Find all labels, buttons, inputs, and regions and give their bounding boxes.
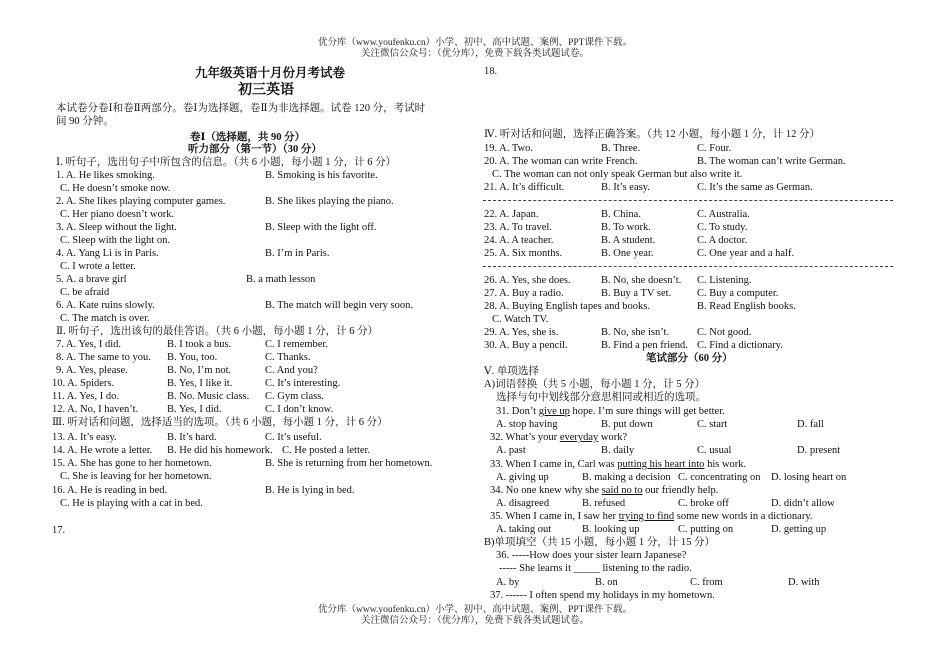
q13-option-c: C. It’s useful.	[265, 432, 322, 443]
q5-option-c: C. be afraid	[60, 287, 110, 298]
q20-option-b: B. The woman can’t write German.	[697, 156, 846, 167]
q7-option-a: 7. A. Yes, I did.	[56, 339, 122, 350]
page-header	[0, 38, 950, 60]
q35-option-a: A. taking out	[496, 524, 552, 535]
q3-option-a: 3. A. Sleep without the light.	[56, 222, 177, 233]
q35-option-b: B. looking up	[582, 524, 640, 535]
q31-option-d: D. fall	[797, 419, 824, 430]
q7-option-b: B. I took a bus.	[167, 339, 232, 350]
q14-option-a: 14. A. He wrote a letter.	[52, 445, 153, 456]
q4-option-b: B. I’m in Paris.	[265, 248, 330, 259]
q2-option-a: 2. A. She likes playing computer games.	[56, 196, 226, 207]
section-5-heading: Ⅴ. 单项选择	[484, 366, 539, 377]
q33-option-c: C. concentrating on	[678, 472, 761, 483]
q6-option-c: C. The match is over.	[60, 313, 150, 324]
q2-option-c: C. Her piano doesn’t work.	[60, 209, 175, 220]
q23-option-c: C. To study.	[697, 222, 748, 233]
q21-option-a: 21. A. It’s difficult.	[484, 182, 565, 193]
q33-stem: 33. When I came in, Carl was putting his heart into his work.	[490, 459, 747, 470]
q15-option-c: C. She is leaving for her hometown.	[60, 471, 212, 482]
q13-option-a: 13. A. It’s easy.	[52, 432, 117, 443]
q31-underlined-phrase: give up	[538, 406, 570, 417]
header-line-1: 优分库（www.youfenku.cn）小学、初中、高中试题、案例、PPT课件下载。	[318, 38, 632, 48]
q31-option-c: C. start	[697, 419, 728, 430]
q34-option-c: C. broke off	[678, 498, 729, 509]
footer-line-2: 关注微信公众号：（优分库），免费下载各类试题试卷。	[360, 616, 589, 626]
q34-option-a: A. disagreed	[496, 498, 550, 509]
q1-option-c: C. He doesn’t smoke now.	[60, 183, 171, 194]
q32-stem: 32. What’s your everyday work?	[490, 432, 628, 443]
q27-option-a: 27. A. Buy a radio.	[484, 288, 564, 299]
q10-option-b: B. Yes, I like it.	[167, 378, 233, 389]
q8-option-a: 8. A. The same to you.	[56, 352, 151, 363]
q11-option-b: B. No. Music class.	[167, 391, 250, 402]
q32-option-c: C. usual	[697, 445, 732, 456]
q29-option-c: C. Not good.	[697, 327, 752, 338]
q22-option-a: 22. A. Japan.	[484, 209, 539, 220]
q4-option-a: 4. A. Yang Li is in Paris.	[56, 248, 159, 259]
q28-option-a: 28. A. Buying English tapes and books.	[484, 301, 650, 312]
q36-option-a: A. by	[496, 577, 520, 588]
section-3-heading: Ⅲ. 听对话和问题，选择适当的选项。（共 6 小题，每小题 1 分，计 6 分）	[52, 417, 388, 428]
q1-option-a: 1. A. He likes smoking.	[56, 170, 155, 181]
q30-option-c: C. Find a dictionary.	[697, 340, 783, 351]
q17-number: 17.	[52, 525, 66, 536]
q25-option-a: 25. A. Six months.	[484, 248, 563, 259]
q27-option-c: C. Buy a computer.	[697, 288, 779, 299]
q14-option-b: B. He did his homework.	[167, 445, 273, 456]
q22-option-b: B. China.	[601, 209, 641, 220]
q1-option-b: B. Smoking is his favorite.	[265, 170, 378, 181]
q16-option-c: C. He is playing with a cat in bed.	[60, 498, 203, 509]
q32-underlined-phrase: everyday	[559, 432, 599, 443]
q35-stem: 35. When I came in, I saw her trying to find some new words in a dictionary.	[490, 511, 813, 522]
q26-option-a: 26. A. Yes, she does.	[484, 275, 571, 286]
q8-option-b: B. You, too.	[167, 352, 218, 363]
q24-option-a: 24. A. A teacher.	[484, 235, 554, 246]
q2-option-b: B. She likes playing the piano.	[265, 196, 394, 207]
q11-option-c: C. Gym class.	[265, 391, 324, 402]
q36-option-b: B. on	[595, 577, 618, 588]
q9-option-a: 9. A. Yes, please.	[56, 365, 128, 376]
section-b-heading: B)单项填空（共 15 小题，每小题 1 分，计 15 分）	[484, 537, 715, 548]
q32-option-a: A. past	[496, 445, 526, 456]
q30-option-a: 30. A. Buy a pencil.	[484, 340, 568, 351]
q33-option-d: D. losing heart on	[771, 472, 847, 483]
q36-option-c: C. from	[690, 577, 723, 588]
exam-subtitle: 初三英语	[238, 83, 294, 98]
q11-option-a: 11. A. Yes, I do.	[52, 391, 119, 402]
section-4-heading: Ⅳ. 听对话和问题，选择正确答案。（共 12 小题，每小题 1 分，计 12 分）	[484, 129, 820, 140]
q6-option-b: B. The match will begin very soon.	[265, 300, 413, 311]
dashed-divider	[483, 266, 893, 267]
header-line-2: 关注微信公众号：（优分库），免费下载各类试题试卷。	[360, 49, 589, 59]
q28-option-b: B. Read English books.	[697, 301, 796, 312]
q6-option-a: 6. A. Kate ruins slowly.	[56, 300, 155, 311]
q30-option-b: B. Find a pen friend.	[601, 340, 688, 351]
q24-option-b: B. A student.	[601, 235, 656, 246]
q20-option-a: 20. A. The woman can write French.	[484, 156, 638, 167]
intro-line-1: 本试卷分卷Ⅰ和卷Ⅱ两部分。卷Ⅰ为选择题，卷Ⅱ为非选择题。试卷 120 分，考试时	[56, 103, 426, 114]
q25-option-b: B. One year.	[601, 248, 654, 259]
q37-stem: 37. ------ I often spend my holidays in my hometown.	[490, 590, 715, 601]
q19-option-b: B. Three.	[601, 143, 641, 154]
q28-option-c: C. Watch TV.	[492, 314, 549, 325]
q12-option-c: C. I don’t know.	[265, 404, 334, 415]
intro-line-2: 间 90 分钟。	[56, 116, 114, 127]
q4-option-c: C. I wrote a letter.	[60, 261, 136, 272]
q15-option-a: 15. A. She has gone to her hometown.	[52, 458, 212, 469]
q20-option-c: C. The woman can not only speak German but also write it.	[492, 169, 743, 180]
q29-option-a: 29. A. Yes, she is.	[484, 327, 559, 338]
q16-option-a: 16. A. He is reading in bed.	[52, 485, 168, 496]
exam-title: 九年级英语十月份月考试卷	[195, 66, 346, 80]
q9-option-c: C. And you?	[265, 365, 318, 376]
q34-underlined-phrase: said no to	[601, 485, 643, 496]
q12-option-a: 12. A. No, I haven’t.	[52, 404, 139, 415]
q18-number: 18.	[484, 66, 498, 77]
q19-option-a: 19. A. Two.	[484, 143, 533, 154]
dashed-divider	[483, 200, 893, 201]
q16-option-b: B. He is lying in bed.	[265, 485, 355, 496]
q36-option-d: D. with	[788, 577, 820, 588]
q9-option-b: B. No, I’m not.	[167, 365, 232, 376]
q34-option-d: D. didn’t allow	[771, 498, 835, 509]
q32-option-d: D. present	[797, 445, 841, 456]
q26-option-c: C. Listening.	[697, 275, 752, 286]
q15-option-b: B. She is returning from her hometown.	[265, 458, 433, 469]
q12-option-b: B. Yes, I did.	[167, 404, 222, 415]
q25-option-c: C. One year and a half.	[697, 248, 795, 259]
volume-1-heading: 卷Ⅰ（选择题，共 90 分）	[190, 132, 306, 143]
q3-option-b: B. Sleep with the light off.	[265, 222, 377, 233]
q10-option-c: C. It’s interesting.	[265, 378, 341, 389]
q23-option-b: B. To work.	[601, 222, 651, 233]
q35-option-d: D. getting up	[771, 524, 827, 535]
q10-option-a: 10. A. Spiders.	[52, 378, 115, 389]
page-footer	[0, 605, 950, 627]
q26-option-b: B. No, she doesn’t.	[601, 275, 682, 286]
q21-option-c: C. It’s the same as German.	[697, 182, 813, 193]
q13-option-b: B. It’s hard.	[167, 432, 217, 443]
q34-stem: 34. No one knew why she said no to our friendly help.	[490, 485, 719, 496]
section-a-instruction: 选择与句中划线部分意思相同或相近的选项。	[496, 392, 706, 403]
q35-option-c: C. putting on	[678, 524, 734, 535]
q19-option-c: C. Four.	[697, 143, 732, 154]
q8-option-c: C. Thanks.	[265, 352, 311, 363]
q14-option-c: C. He posted a letter.	[282, 445, 371, 456]
q3-option-c: C. Sleep with the light on.	[60, 235, 170, 246]
q33-underlined-phrase: putting his heart into	[617, 459, 705, 470]
q33-option-b: B. making a decision	[582, 472, 671, 483]
q29-option-b: B. No, she isn’t.	[601, 327, 670, 338]
q33-option-a: A. giving up	[496, 472, 549, 483]
written-section-heading: 笔试部分（60 分）	[646, 353, 733, 364]
q21-option-b: B. It’s easy.	[601, 182, 650, 193]
q31-option-b: B. put down	[601, 419, 653, 430]
q5-option-a: 5. A. a brave girl	[56, 274, 127, 285]
q27-option-b: B. Buy a TV set.	[601, 288, 672, 299]
listening-heading: 听力部分（第一节）（30 分）	[188, 144, 322, 155]
q31-option-a: A. stop having	[496, 419, 558, 430]
q36-answer: ----- She learns it _____ listening to the radio.	[499, 563, 692, 574]
footer-line-1: 优分库（www.youfenku.cn）小学、初中、高中试题、案例、PPT课件下载。	[318, 605, 632, 615]
q31-stem: 31. Don’t give up hope. I’m sure things will get better.	[496, 406, 725, 417]
section-1-heading: Ⅰ. 听句子，选出句子中所包含的信息。（共 6 小题，每小题 1 分，计 6 分）	[56, 157, 397, 168]
q35-underlined-phrase: trying to find	[618, 511, 675, 522]
q32-option-b: B. daily	[601, 445, 635, 456]
q23-option-a: 23. A. To travel.	[484, 222, 552, 233]
section-2-heading: Ⅱ. 听句子，选出该句的最佳答语。（共 6 小题，每小题 1 分，计 6 分）	[56, 326, 379, 337]
q24-option-c: C. A doctor.	[697, 235, 748, 246]
q34-option-b: B. refused	[582, 498, 626, 509]
q7-option-c: C. I remember.	[265, 339, 328, 350]
q22-option-c: C. Australia.	[697, 209, 750, 220]
section-a-heading: A)词语替换（共 5 小题，每小题 1 分，计 5 分）	[484, 379, 706, 390]
q5-option-b: B. a math lesson	[246, 274, 316, 285]
q36-question: 36. -----How does your sister learn Japanese?	[496, 550, 687, 561]
